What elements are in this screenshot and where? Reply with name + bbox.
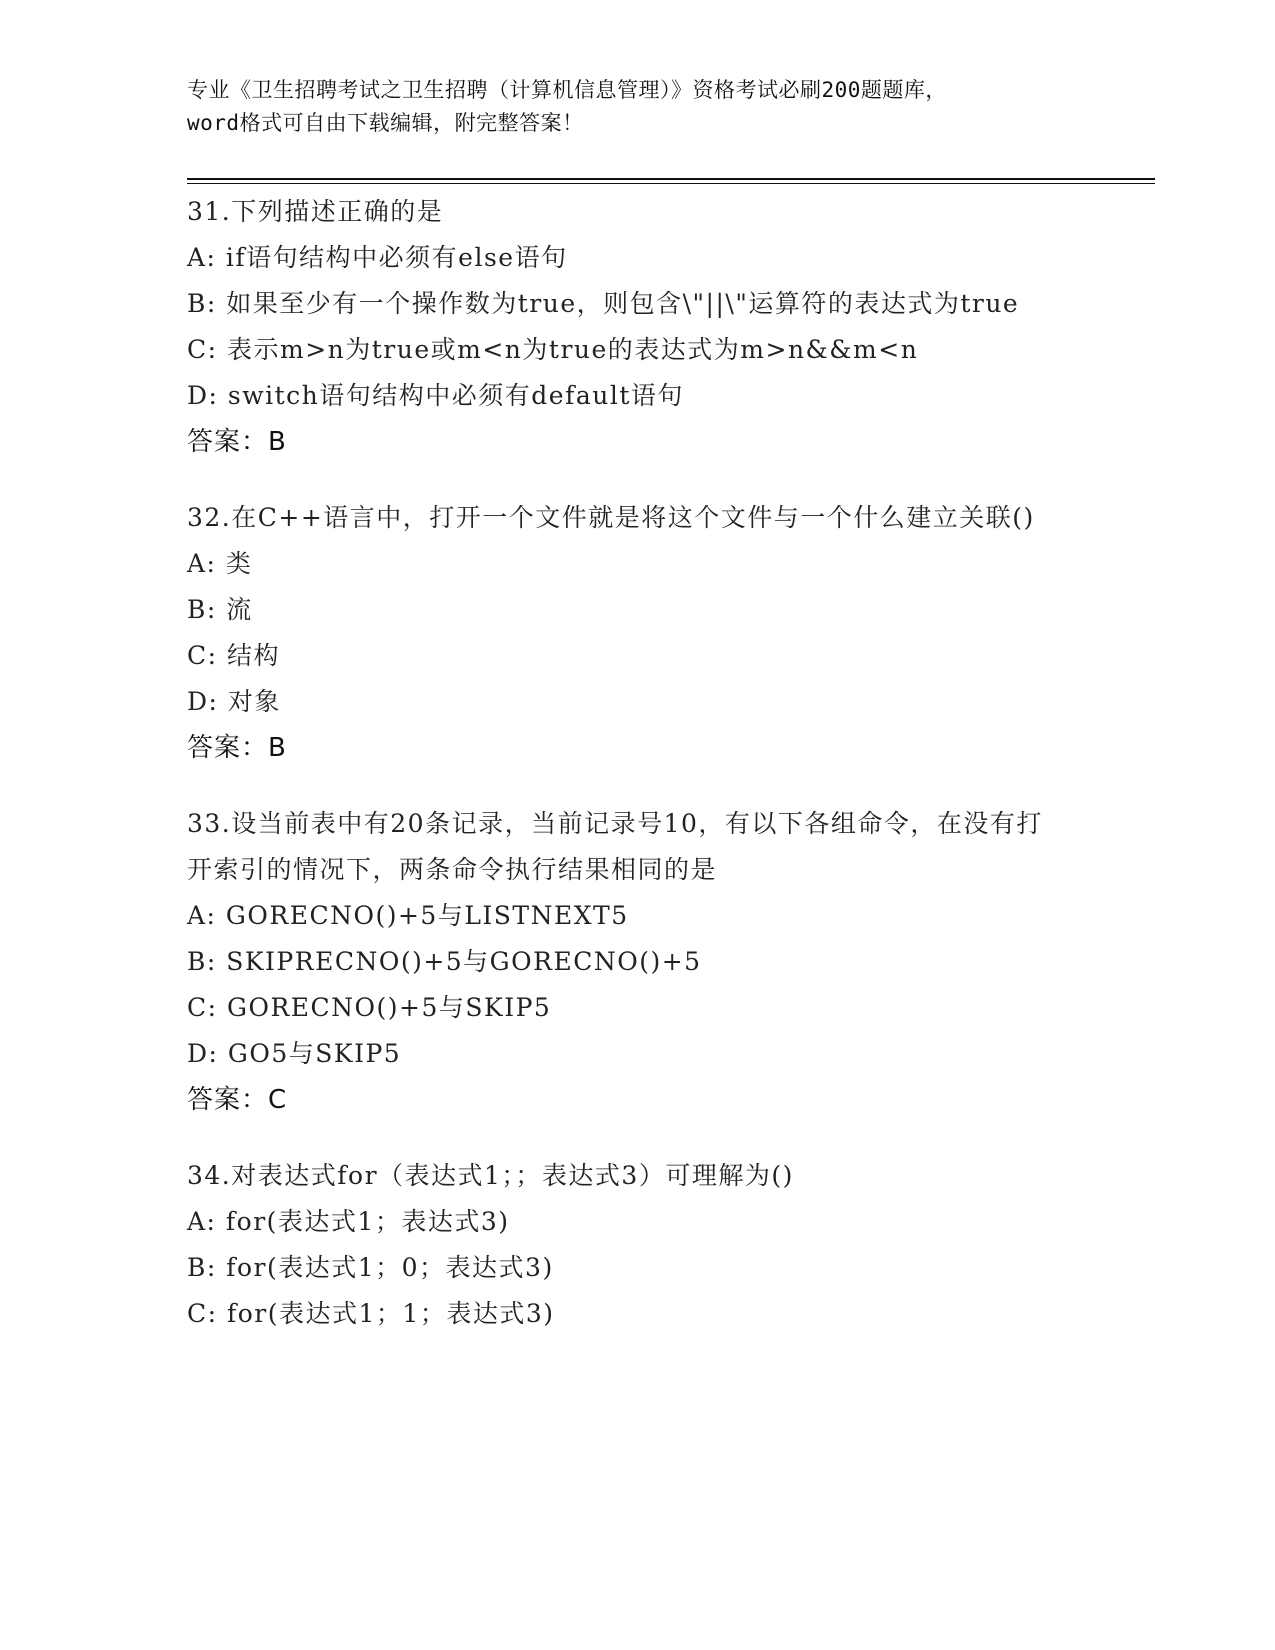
header-rule-thick — [187, 178, 1155, 180]
question-stem: 33.设当前表中有20条记录，当前记录号10，有以下各组命令，在没有打开索引的情况下，两条命令执行结果相同的是 — [187, 809, 1043, 884]
header-line-1: 专业《卫生招聘考试之卫生招聘（计算机信息管理）》资格考试必刷200题题库， — [187, 78, 947, 102]
option-b: B: 如果至少有一个操作数为true，则包含\"||\"运算符的表达式为true — [187, 289, 1020, 318]
question-list — [187, 189, 1067, 1367]
question-31 — [187, 189, 1067, 465]
option-c: C: for(表达式1；1；表达式3) — [187, 1299, 555, 1328]
question-stem: 31.下列描述正确的是 — [187, 197, 444, 226]
question-34 — [187, 1153, 1067, 1337]
header-line-2: word格式可自由下载编辑，附完整答案！ — [187, 111, 584, 135]
answer-label: 答案：C — [187, 1085, 288, 1115]
option-d: D: 对象 — [187, 687, 281, 716]
option-a: A: GORECNO()+5与LISTNEXT5 — [187, 901, 629, 930]
question-stem: 34.对表达式for（表达式1；；表达式3）可理解为() — [187, 1161, 794, 1190]
question-stem: 32.在C++语言中，打开一个文件就是将这个文件与一个什么建立关联() — [187, 503, 1035, 532]
option-d: D: switch语句结构中必须有default语句 — [187, 381, 684, 410]
option-a: A: for(表达式1；表达式3) — [187, 1207, 510, 1236]
option-d: D: GO5与SKIP5 — [187, 1039, 402, 1068]
option-b: B: SKIPRECNO()+5与GORECNO()+5 — [187, 947, 702, 976]
document-header — [187, 74, 1087, 140]
option-c: C: 结构 — [187, 641, 280, 670]
option-b: B: 流 — [187, 595, 253, 624]
header-rule-thin — [187, 183, 1155, 184]
answer-label: 答案：B — [187, 427, 287, 457]
option-c: C: 表示m>n为true或m<n为true的表达式为m>n&&m<n — [187, 335, 919, 364]
question-32 — [187, 495, 1067, 771]
answer-label: 答案：B — [187, 733, 287, 763]
option-a: A: 类 — [187, 549, 253, 578]
option-b: B: for(表达式1；0；表达式3) — [187, 1253, 554, 1282]
option-c: C: GORECNO()+5与SKIP5 — [187, 993, 552, 1022]
option-a: A: if语句结构中必须有else语句 — [187, 243, 568, 272]
question-33 — [187, 801, 1067, 1123]
